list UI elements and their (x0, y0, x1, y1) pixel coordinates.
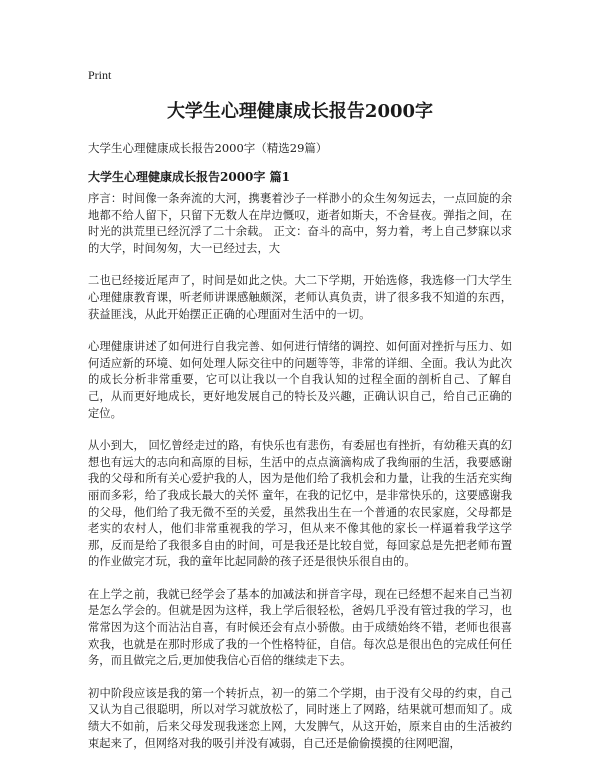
paragraph-6: 初中阶段应该是我的第一个转折点，初一的第二个学期，由于没有父母的约束，自己又认为自己很聪明，所以对学习就放松了，同时迷上了网路，结果就可想而知了。成绩大不如前，后来父母发现我迷恋上网，大发脾气，从这开始，原来自由的生活被约束起来了，但网络对我的吸引并没有减弱，自己还是偷偷摸摸的往网吧溜， (88, 686, 512, 750)
paragraph-5: 在上学之前，我就已经学会了基本的加减法和拼音字母，现在已经想不起来自己当初是怎么学会的。但就是因为这样，我上学后很轻松，爸妈几乎没有管过我的学习，也常常因为这个而沾沾自喜，有时候还会有点小骄傲。由于成绩始终不错，老师也很喜欢我，也就是在那时形成了我的一个性格特征，自信。每次总是很出色的完成任何任务，而且做完之后,更加使我信心百倍的继续走下去。 (88, 587, 512, 668)
paragraph-3: 心理健康讲述了如何进行自我完善、如何进行情绪的调控、如何面对挫折与压力、如何适应新的环境、如何处理人际交往中的问题等等，非常的详细、全面。我认为此次的成长分析非常重要，它可以让我以一个自我认知的过程全面的剖析自己、了解自己，从而更好地成长，更好地发展自己的特长及兴趣，正确认识自己，给自己正确的定位。 (88, 340, 512, 420)
paragraph-4: 从小到大， 回忆曾经走过的路，有快乐也有悲伤，有委屈也有挫折，有幼稚天真的幻想也有远大的志向和高原的目标，生活中的点点滴滴构成了我绚丽的生活，我要感谢我的父母和所有关心爱护我的人，因为是他们给了我机会和力量，让我的生活充实绚丽而多彩，给了我成长最大的关怀 童年，在我的记忆中，是非常快乐的，这要感谢我的父母，他们给了我无微不至的关爱，虽然我出生在一个普通的农民家庭，父母都是老实的农村人，他们非常重视我的学习，但从来不像其他的家长一样逼着我学这学那，反而是给了我很多自由的时间，可是我还是比较自觉，每回家总是先把老师布置的作业做完才玩，我的童年比起同龄的孩子还是很快乐很自由的。 (88, 439, 512, 569)
print-label[interactable]: Print (88, 68, 112, 82)
document-title: 大学生心理健康成长报告2000字 (166, 101, 434, 122)
paragraph-1: 序言：时间像一条奔流的大河，携裹着沙子一样渺小的众生匆匆远去，一点回旋的余地都不给人留下，只留下无数人在岸边慨叹，逝者如斯夫，不舍昼夜。弹指之间，在时光的洪荒里已经沉浮了二十余载。 正文：奋斗的高中，努力着，考上自己梦寐以求的大学，时间匆匆，大一已经过去，大 (88, 192, 512, 255)
paragraph-2: 二也已经接近尾声了，时间是如此之快。大二下学期，开始选修，我选修一门大学生心理健康教育课，听老师讲课感触颇深，老师认真负责，讲了很多我不知道的东西，获益匪浅，从此开始摆正正确的心理面对生活中的一切。 (88, 274, 512, 321)
section-heading: 大学生心理健康成长报告2000字 篇1 (88, 170, 290, 184)
document-subtitle: 大学生心理健康成长报告2000字（精选29篇） (88, 141, 328, 155)
